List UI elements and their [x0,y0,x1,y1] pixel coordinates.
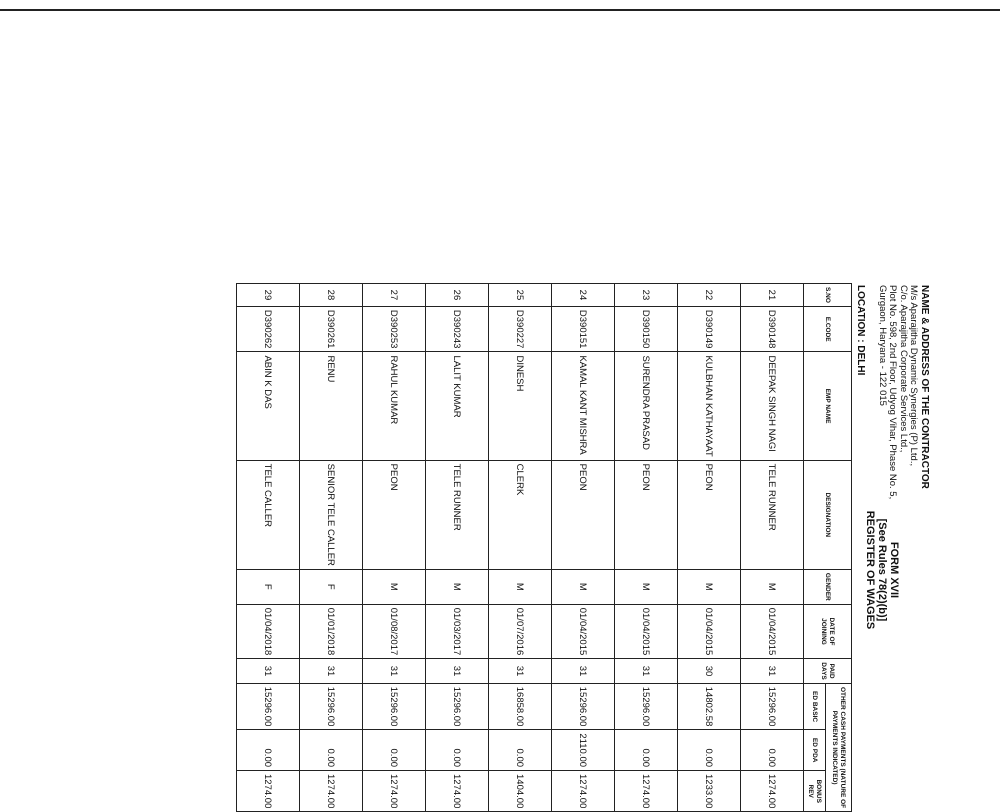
cell-ecode: D390261 [300,306,363,352]
cell-doj: 01/08/2017 [363,604,426,659]
table-row [615,284,678,812]
cell-paid-days: 31 [741,659,804,683]
table-row [552,284,615,812]
table-row [300,284,363,812]
cell-doj: 01/04/2015 [615,604,678,659]
cell-ecode: D390262 [237,306,300,352]
table-row [363,284,426,812]
cell-ed-basic: 15296.00 [741,683,804,730]
cell-doj: 01/03/2017 [426,604,489,659]
cell-doj: 01/04/2018 [237,604,300,659]
cell-emp-name: ABIN K DAS [237,352,300,460]
cell-paid-days: 31 [489,659,552,683]
cell-emp-name: DINESH [489,352,552,460]
cell-bonus: 1274.00 [237,771,300,812]
header-ed-basic: ED BASIC [804,683,826,730]
cell-emp-name: KAMAL KANT MISHRA [552,352,615,460]
table-row [741,284,804,812]
header-designation: DESIGNATION [804,460,852,569]
table-row [426,284,489,812]
wages-register-table [236,283,852,812]
cell-ed-basic: 16858.00 [489,683,552,730]
table-row [237,284,300,812]
cell-paid-days: 30 [678,659,741,683]
cell-emp-name: DEEPAK SINGH NAGI [741,352,804,460]
cell-ecode: D390243 [426,306,489,352]
cell-ed-pda: 0.00 [426,730,489,771]
cell-ecode: D390253 [363,306,426,352]
cell-gender: M [741,569,804,604]
cell-ecode: D390149 [678,306,741,352]
cell-ecode: D390151 [552,306,615,352]
cell-bonus: 1274.00 [300,771,363,812]
table-row [678,284,741,812]
header-emp-name: EMP NAME [804,352,852,460]
cell-emp-name: KULBHAN KATHAYAAT [678,352,741,460]
contractor-heading: NAME & ADDRESS OF THE CONTRACTOR [919,285,930,489]
cell-sno: 21 [741,284,804,307]
cell-designation: PEON [678,460,741,569]
cell-gender: F [300,569,363,604]
cell-bonus: 1404.00 [489,771,552,812]
cell-ed-pda: 0.00 [678,730,741,771]
cell-gender: M [615,569,678,604]
cell-ed-basic: 15296.00 [426,683,489,730]
contractor-line-2: C/o. Aparajitha Corporate Services Ltd., [898,285,909,453]
cell-sno: 26 [426,284,489,307]
cell-doj: 01/01/2018 [300,604,363,659]
cell-ed-basic: 14802.58 [678,683,741,730]
cell-emp-name: RENU [300,352,363,460]
cell-doj: 01/04/2015 [678,604,741,659]
form-subtitle: REGISTER OF WAGES [864,510,876,630]
cell-ed-pda: 0.00 [489,730,552,771]
cell-paid-days: 31 [300,659,363,683]
cell-ed-basic: 15296.00 [237,683,300,730]
cell-designation: TELE RUNNER [741,460,804,569]
cell-designation: PEON [552,460,615,569]
cell-ed-basic: 15296.00 [552,683,615,730]
cell-paid-days: 31 [237,659,300,683]
cell-ed-pda: 0.00 [300,730,363,771]
cell-gender: M [552,569,615,604]
contractor-line-3: Plot No. 598, 2nd Floor, Udyog Vihar, Phase No. 5, [887,285,899,500]
cell-designation: PEON [615,460,678,569]
cell-sno: 28 [300,284,363,307]
header-gender: GENDER [804,569,852,604]
form-title: FORM XVII [888,541,900,599]
header-other-cash-payments: OTHER CASH PAYMENTS (NATURE OF PAYMENTS INDICATED) [826,683,852,812]
cell-ecode: D390150 [615,306,678,352]
cell-ed-pda: 2110.00 [552,730,615,771]
table-row [489,284,552,812]
cell-sno: 27 [363,284,426,307]
cell-ed-basic: 15296.00 [300,683,363,730]
cell-gender: M [363,569,426,604]
cell-doj: 01/04/2015 [741,604,804,659]
header-ed-pda: ED PDA [804,730,826,771]
cell-paid-days: 31 [615,659,678,683]
cell-ed-pda: 0.00 [237,730,300,771]
header-ecode: E.CODE [804,306,852,352]
cell-ecode: D390227 [489,306,552,352]
cell-sno: 22 [678,284,741,307]
cell-ed-pda: 0.00 [615,730,678,771]
cell-sno: 23 [615,284,678,307]
cell-sno: 24 [552,284,615,307]
cell-bonus: 1274.00 [552,771,615,812]
cell-paid-days: 31 [363,659,426,683]
cell-doj: 01/07/2016 [489,604,552,659]
contractor-address [877,285,930,705]
location-label: LOCATION : DELHI [855,285,866,376]
cell-designation: CLERK [489,460,552,569]
header-date-of-joining: DATE OF JOINING [804,604,852,659]
cell-ecode: D390148 [741,306,804,352]
header-sno: S.NO [804,284,852,307]
cell-emp-name: SURENDRA PRASAD [615,352,678,460]
cell-emp-name: RAHUL KUMAR [363,352,426,460]
cell-paid-days: 31 [552,659,615,683]
cell-bonus: 1274.00 [741,771,804,812]
contractor-line-4: Gurgaon, Haryana - 122 015 [877,285,888,406]
cell-gender: M [489,569,552,604]
cell-designation: TELE RUNNER [426,460,489,569]
form-rule: [See Rules 78(2)(b)] [876,518,888,622]
cell-sno: 29 [237,284,300,307]
header-paid-days: PAID DAYS [804,659,852,683]
cell-emp-name: LALIT KUMAR [426,352,489,460]
contractor-line-1: M/s Aparajitha Dynamic Synergies (P) Ltd., [908,285,920,467]
cell-bonus: 1274.00 [426,771,489,812]
cell-designation: TELE CALLER [237,460,300,569]
cell-ed-pda: 0.00 [741,730,804,771]
cell-bonus: 1233.00 [678,771,741,812]
cell-sno: 25 [489,284,552,307]
cell-doj: 01/04/2015 [552,604,615,659]
cell-gender: M [678,569,741,604]
cell-designation: SENIOR TELE CALLER [300,460,363,569]
cell-ed-basic: 15296.00 [363,683,426,730]
cell-gender: F [237,569,300,604]
header-bonus-rev: BONUS REV [804,771,826,812]
cell-designation: PEON [363,460,426,569]
cell-paid-days: 31 [426,659,489,683]
cell-gender: M [426,569,489,604]
cell-ed-pda: 0.00 [363,730,426,771]
cell-bonus: 1274.00 [363,771,426,812]
cell-ed-basic: 15296.00 [615,683,678,730]
cell-bonus: 1274.00 [615,771,678,812]
